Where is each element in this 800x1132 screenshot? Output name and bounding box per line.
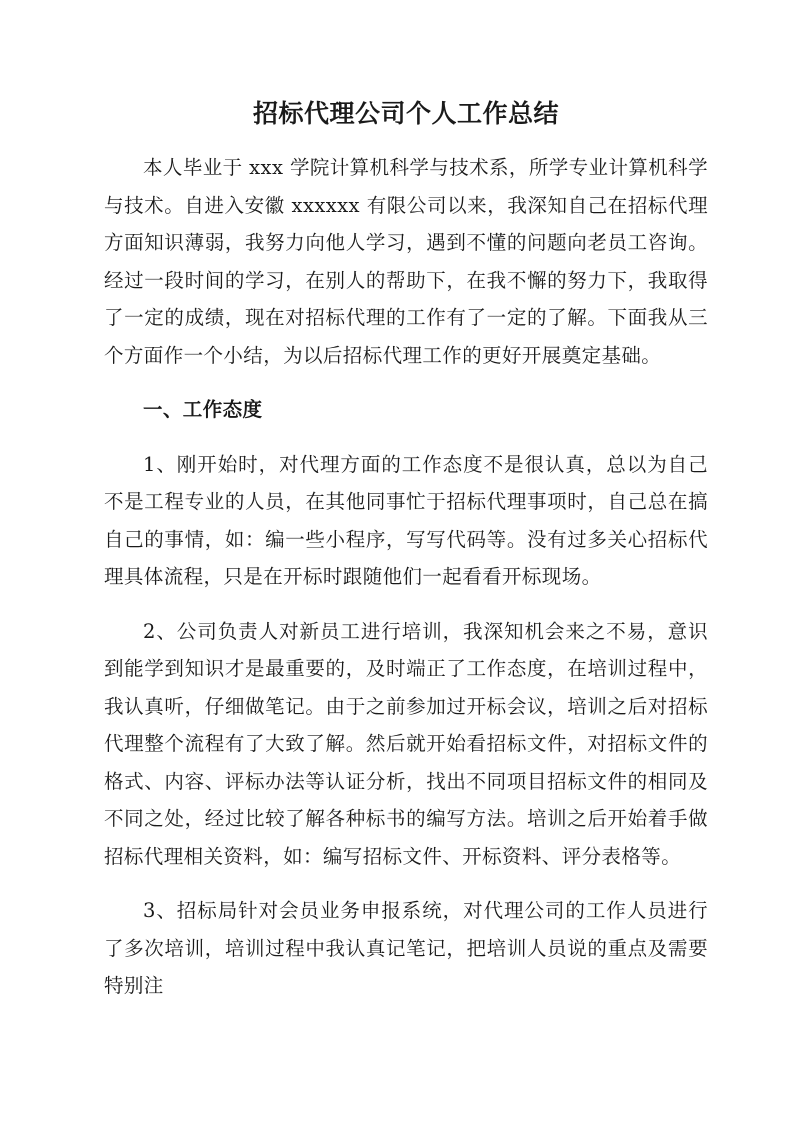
intro-paragraph: 本人毕业于 xxx 学院计算机科学与技术系，所学专业计算机科学与技术。自进入安徽 xxxxxx 有限公司以来，我深知自己在招标代理方面知识薄弱，我努力向他人学习，遇到不懂的问题向老员工咨询。经过一段时间的学习，在别人的帮助下，在我不懈的努力下，我取得了一定的成绩，现在对招标代理的工作有了一定的了解。下面我从三个方面作一个小结，为以后招标代理工作的更好开展奠定基础。 [104, 156, 708, 367]
paragraph-item-2: 2、公司负责人对新员工进行培训，我深知机会来之不易，意识到能学到知识才是最重要的，及时端正了工作态度，在培训过程中，我认真听，仔细做笔记。由于之前参加过开标会议，培训之后对招标代理整个流程有了大致了解。然后就开始看招标文件，对招标文件的格式、内容、评标办法等认证分析，找出不同项目招标文件的相同及不同之处，经过比较了解各种标书的编写方法。培训之后开始着手做招标代理相关资料，如：编写招标文件、开标资料、评分表格等。 [104, 619, 708, 868]
paragraph-item-3: 3、招标局针对会员业务申报系统，对代理公司的工作人员进行了多次培训，培训过程中我认真记笔记，把培训人员说的重点及需要特别注 [104, 899, 708, 997]
section-heading-work-attitude: 一、工作态度 [143, 398, 263, 421]
document-title: 招标代理公司个人工作总结 [252, 99, 559, 128]
document-body [104, 93, 708, 1022]
paragraph-item-1: 1、刚开始时，对代理方面的工作态度不是很认真，总以为自己不是工程专业的人员，在其他同事忙于招标代理事项时，自己总在搞自己的事情，如：编一些小程序，写写代码等。没有过多关心招标代理具体流程，只是在开标时跟随他们一起看看开标现场。 [104, 452, 708, 588]
